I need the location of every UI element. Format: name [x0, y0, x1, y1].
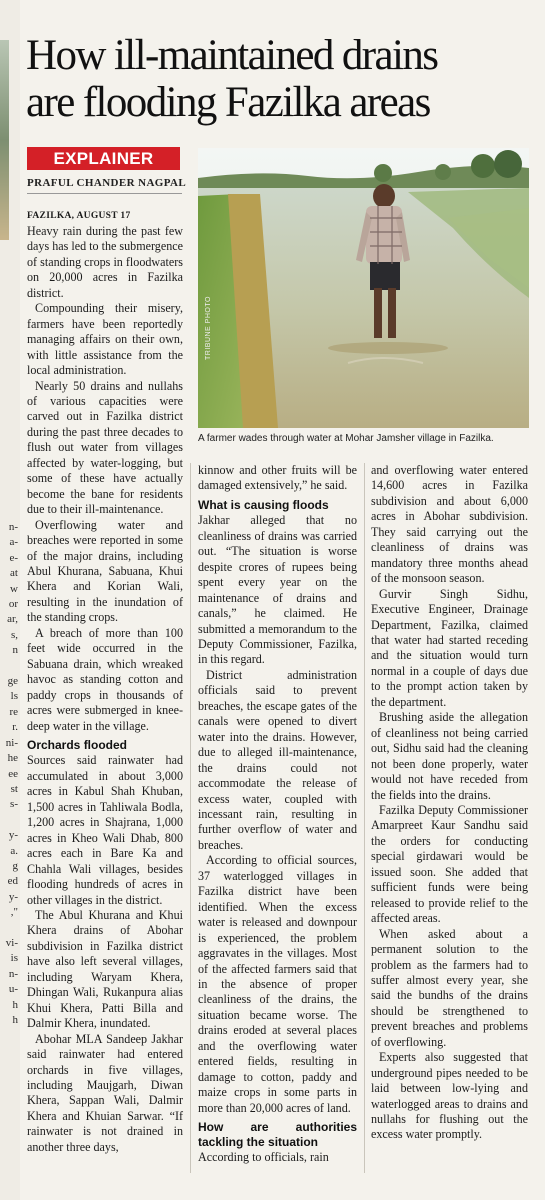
fragment-line: s,	[10, 628, 18, 641]
paragraph: kinnow and other fruits will be damaged extensively,” he said.	[198, 463, 357, 493]
fragment-line: h	[12, 998, 18, 1011]
paragraph: A breach of more than 100 feet wide occurred in the Sabuana drain, which wreaked havoc as standing cotton and paddy crops in thousands of acres were submerged in knee-deep water in the village.	[27, 625, 183, 733]
fragment-line: g	[12, 859, 18, 872]
paragraph: The Abul Khurana and Khui Khera drains of Abohar subdivision in Fazilka district have also left several villages, including Waryam Khera, Dhingan Wali, Rukanpura alias Khui Khera, Patti Billa and Dalmir Khera, inundated.	[27, 907, 183, 1031]
fragment-line	[0, 921, 18, 936]
fragment-line: n	[12, 644, 18, 657]
fragment-line: at	[10, 567, 18, 580]
fragment-line: st	[10, 782, 18, 795]
fragment-line: r.	[12, 721, 18, 734]
fragment-line	[0, 813, 18, 828]
paragraph: When asked about a permanent solution to the problem as the farmers had to suffer almost every year, she said the bundhs of the drains should be strengthened to prevent breaches and problems of overflowing.	[371, 926, 528, 1049]
paragraph: Compounding their misery, farmers have been reportedly managing affairs on their own, with little assistance from the local administration.	[27, 301, 183, 378]
fragment-line: vi-	[5, 936, 18, 949]
fragment-line: ni-	[5, 736, 18, 749]
fragment-line: a.	[10, 844, 18, 857]
column-divider	[364, 463, 365, 1173]
subhead-causing-floods: What is causing floods	[198, 497, 329, 512]
fragment-line: s-	[10, 798, 18, 811]
column-divider	[190, 463, 191, 1173]
headline-line-2: are flooding Fazilka areas	[26, 79, 430, 126]
fragment-line: ,"	[10, 906, 18, 919]
fragment-line: ed	[7, 875, 18, 888]
paragraph: Abohar MLA Sandeep Jakhar said rainwater had entered orchards in five villages, including Maujgarh, Diwan Khera, Sappan Wali, Dalmir Khera and Khuian Sarwar. “If rainwater is not drained in another three days,	[27, 1031, 183, 1154]
fragment-line: he	[7, 752, 18, 765]
article-photo	[198, 148, 529, 428]
paragraph: and overflowing water entered 14,600 acres in Fazilka subdivision and about 6,000 acres in Abohar subdivision. They said carrying out the cleanliness of drains was mandatory three months ahead of the monsoon season.	[371, 463, 528, 586]
article-column-1	[27, 210, 183, 1155]
dateline: FAZILKA, AUGUST 17	[27, 211, 131, 221]
fragment-line: ls	[10, 690, 18, 703]
adjacent-photo-edge	[0, 40, 9, 240]
headline-line-1: How ill-maintained drains	[26, 32, 438, 79]
fragment-line: or	[8, 598, 18, 611]
fragment-line: y-	[8, 890, 18, 903]
fragment-line: ge	[7, 675, 18, 688]
paragraph: District administration officials said to prevent breaches, the escape gates of the canals were opened to divert water into the drains. However, due to alleged ill-maintenance, the drains could not accommodate the release of excess water, coupled with incessant rain, resulting in further overflow of water and breaches.	[198, 667, 357, 852]
fragment-line	[0, 659, 18, 674]
article-column-2	[198, 463, 357, 1166]
article-column-3	[371, 463, 528, 1143]
adjacent-text-fragment	[0, 520, 18, 1028]
byline: PRAFUL CHANDER NAGPAL	[27, 177, 187, 189]
paragraph: According to official sources, 37 waterlogged villages in Fazilka district have been identified. When the excess water is released and downpour is experienced, the problem aggravates in the villages. Most of the affected farmers said that in the absence of proper cleanliness of the drains, the situation became worse. The drains eroded at several places and the overflowing water entered fields, resulting in damage to cotton, paddy and maize crops in some parts in more than 20,000 acres of land.	[198, 853, 357, 1115]
paragraph: Heavy rain during the past few days has led to the submergence of standing crops in floodwaters on 20,000 acres in Fazilka district.	[27, 224, 183, 300]
fragment-line: n-	[8, 521, 18, 533]
paragraph: Overflowing water and breaches were reported in some of the major drains, including Abul Khurana, Sabuana, Khui Khera and Korian Wali, resulting in the inundation of the standing crops.	[27, 517, 183, 625]
fragment-line: u-	[8, 983, 18, 996]
headline	[26, 32, 541, 126]
paragraph: According to officials, rain	[198, 1150, 329, 1165]
paragraph: Experts also suggested that underground pipes needed to be laid between low-lying and waterlogged areas to drains and nullahs for flushing out the excess water promptly.	[371, 1050, 528, 1142]
farmer-wading-photo	[198, 148, 529, 428]
adjacent-article-strip	[0, 0, 20, 1200]
fragment-line: y-	[8, 829, 18, 842]
fragment-line: ar,	[7, 613, 18, 626]
fragment-line: a-	[9, 536, 18, 549]
explainer-badge: EXPLAINER	[27, 147, 180, 170]
fragment-line: w	[10, 582, 18, 595]
fragment-line: e-	[9, 551, 18, 564]
paragraph: Sources said rainwater had accumulated in about 3,000 acres in Kabul Shah Khuban, 1,500 acres in Tahliwala Bodla, 1,200 acres in Shajrana, 1,000 acres in Kheo Wali Dhab, 800 acres each in Bare Ka and Chahla Wali villages, besides flooding hundreds of acres in other villages in the district.	[27, 753, 183, 907]
fragment-line: re	[9, 705, 18, 718]
paragraph: Fazilka Deputy Commissioner Amarpreet Kaur Sandhu said the orders for conducting special girdawari would be issued soon. She added that sufficient funds were being released to provide relief to the affected areas.	[371, 802, 528, 926]
fragment-line: is	[10, 952, 18, 965]
paragraph: Jakhar alleged that no cleanliness of drains was carried out. “The situation is worse despite crores of rupees being spent every year on the maintenance of drains and canals,” he claimed. He submitted a memorandum to the Deputy Commissioner, Fazilka, in this regard.	[198, 513, 357, 667]
subhead-authorities-tackling: How are authorities tackling the situation	[198, 1120, 357, 1149]
paragraph: Nearly 50 drains and nullahs of various capacities were carved out in Fazilka district during the past three decades to flush out water from villages affected by water-logging, but some of these have actually become the bane for residents due to their ill-maintenance.	[27, 378, 183, 517]
photo-caption: A farmer wades through water at Mohar Jamsher village in Fazilka.	[198, 433, 494, 444]
fragment-line: ee	[8, 767, 18, 780]
paragraph: Gurvir Singh Sidhu, Executive Engineer, Drainage Department, Fazilka, claimed that water had started receding and the situation would turn normal in a couple of days due to the prompt action taken by the department.	[371, 586, 528, 709]
byline-divider	[27, 193, 182, 194]
fragment-line: n-	[8, 967, 18, 980]
subhead-orchards-flooded: Orchards flooded	[27, 737, 128, 752]
fragment-line: h	[12, 1014, 18, 1026]
paragraph: Brushing aside the allegation of cleanliness not being carried out, Sidhu said had the cleaning not been done properly, water would not have receded from the fields into the drains.	[371, 710, 528, 802]
photo-credit: TRIBUNE PHOTO	[205, 296, 212, 360]
